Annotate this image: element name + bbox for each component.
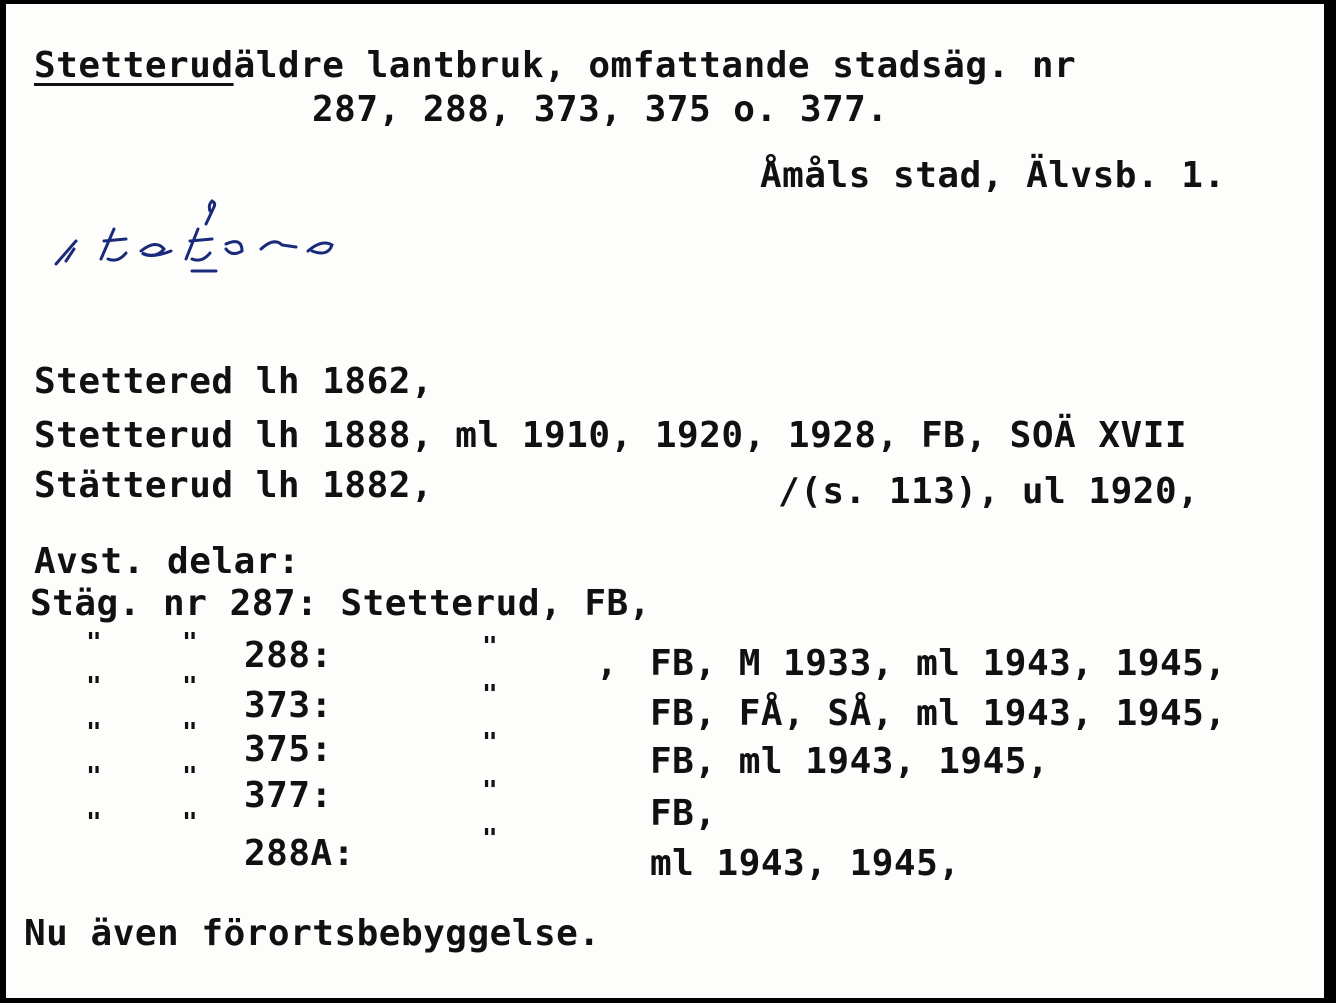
parcel-number: 373: — [244, 685, 333, 726]
form-continuation: /(s. 113), ul 1920, — [778, 471, 1200, 512]
ditto-mark: " — [182, 762, 198, 792]
index-card — [6, 4, 1324, 998]
sources: ml 1943, 1945, — [650, 843, 961, 884]
description-part-1: äldre lantbruk, omfattande stadsäg. nr — [233, 45, 1077, 86]
separator: , — [596, 643, 619, 684]
parcel-number: 288: — [244, 635, 333, 676]
sources: FB, FÅ, SÅ, ml 1943, 1945, — [650, 693, 1227, 734]
handwritten-pronunciation — [46, 189, 426, 289]
ditto-mark: " — [86, 628, 102, 658]
location: Åmåls stad, Älvsb. 1. — [760, 155, 1226, 196]
form-1862: Stettered lh 1862, — [34, 361, 434, 402]
ditto-mark: " — [482, 728, 498, 758]
header-line-1 — [34, 46, 1076, 86]
sources: FB, ml 1943, 1945, — [650, 741, 1050, 782]
ditto-mark: " — [482, 776, 498, 806]
ditto-mark: " — [86, 718, 102, 748]
ditto-mark: " — [182, 628, 198, 658]
ditto-mark: " — [482, 824, 498, 854]
parcel-number: 377: — [244, 775, 333, 816]
ditto-mark: " — [482, 632, 498, 662]
ditto-mark: " — [86, 672, 102, 702]
place-name: Stetterud — [34, 45, 234, 86]
parts-row-287: Stäg. nr 287: Stetterud, FB, — [30, 583, 651, 624]
ditto-mark: " — [482, 680, 498, 710]
ditto-mark: " — [86, 808, 102, 838]
ditto-mark: " — [182, 718, 198, 748]
note: Nu även förortsbebyggelse. — [24, 913, 601, 954]
ditto-mark: " — [182, 808, 198, 838]
form-1882: Stätterud lh 1882, — [34, 465, 434, 506]
sources: FB, M 1933, ml 1943, 1945, — [650, 643, 1227, 684]
parcel-number: 288A: — [244, 833, 355, 874]
description-part-2: 287, 288, 373, 375 o. 377. — [312, 89, 889, 130]
parts-heading: Avst. delar: — [34, 541, 301, 582]
parcel-number: 375: — [244, 729, 333, 770]
sources: FB, — [650, 793, 717, 834]
form-1888: Stetterud lh 1888, ml 1910, 1920, 1928, FB, SOÄ XVII — [34, 415, 1188, 456]
ditto-mark: " — [182, 672, 198, 702]
ditto-mark: " — [86, 762, 102, 792]
